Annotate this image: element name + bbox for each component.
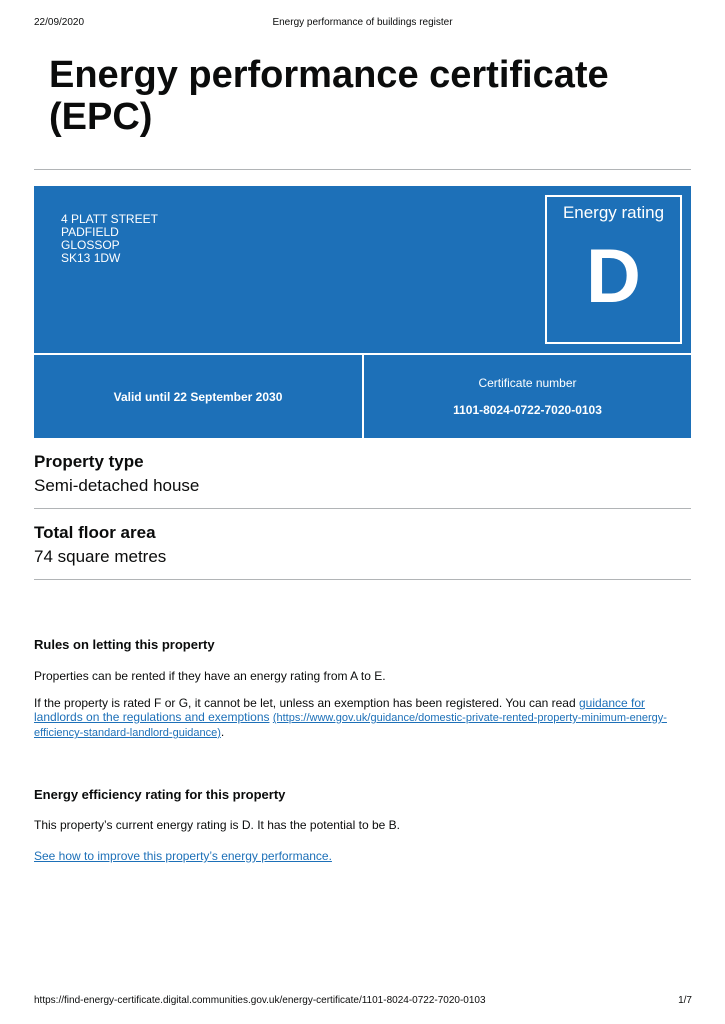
- address-line: GLOSSOP: [61, 238, 120, 252]
- landlord-guidance-link[interactable]: guidance for landlords on the regulations and exemptions: [34, 696, 646, 724]
- divider: [34, 579, 691, 580]
- energy-rating-letter: D: [586, 234, 641, 319]
- letting-rules-exemption-para: [34, 696, 694, 740]
- energy-rating-box: [545, 195, 682, 344]
- valid-until-text: Valid until 22 September 2030: [113, 389, 283, 404]
- divider: [34, 169, 691, 170]
- print-title: Energy performance of buildings register: [272, 17, 453, 28]
- energy-rating-label: Energy rating: [562, 203, 665, 222]
- divider: [34, 508, 691, 509]
- epc-summary-panel: [34, 186, 691, 438]
- letting-rules-heading: Rules on letting this property: [34, 637, 215, 652]
- landlord-guidance-url[interactable]: (https://www.gov.uk/guidance/domestic-private-rented-property-minimum-energy-efficiency-standard-landlord-guidance): [34, 712, 667, 739]
- address-line: 4 PLATT STREET: [61, 212, 158, 226]
- improve-performance-para: [34, 849, 694, 863]
- letting-rules-para: Properties can be rented if they have an energy rating from A to E.: [34, 669, 386, 683]
- print-header: [0, 17, 725, 31]
- certificate-number-cell: [364, 355, 691, 438]
- certificate-number: 1101-8024-0722-7020-0103: [453, 403, 602, 417]
- exemption-text-end: .: [220, 725, 225, 739]
- property-address: [61, 213, 158, 265]
- efficiency-heading: Energy efficiency rating for this property: [34, 787, 286, 802]
- exemption-text: If the property is rated F or G, it cannot be let, unless an exemption has been registered. You can read: [34, 696, 579, 710]
- print-date: 22/09/2020: [34, 17, 85, 28]
- improve-performance-link[interactable]: See how to improve this property’s energy performance.: [34, 849, 332, 863]
- floor-area-label: Total floor area: [34, 523, 156, 542]
- footer-page-number: 1/7: [678, 995, 692, 1006]
- valid-until: [34, 355, 362, 438]
- footer-url: https://find-energy-certificate.digital.communities.gov.uk/energy-certificate/1101-8024-0722-7020-0103: [34, 995, 486, 1006]
- certificate-number-label: Certificate number: [478, 376, 577, 390]
- address-postcode: SK13 1DW: [61, 251, 121, 265]
- property-type-label: Property type: [34, 452, 144, 471]
- efficiency-text: This property’s current energy rating is D. It has the potential to be B.: [34, 818, 400, 832]
- floor-area-value: 74 square metres: [34, 547, 167, 566]
- page-title: Energy performance certificate (EPC): [49, 54, 609, 138]
- property-type-value: Semi-detached house: [34, 476, 200, 495]
- address-line: PADFIELD: [61, 225, 119, 239]
